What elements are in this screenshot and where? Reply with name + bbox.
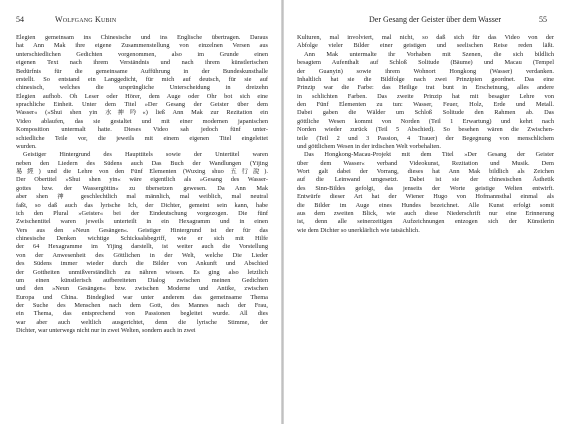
text-line: aus dem zweiten Blick, wie auch diese Niederschrift nur eine Erinnerung — [297, 209, 554, 217]
text-line: über dem Wasser« verband Videokunst, Rezitation und Musik. Dem — [297, 159, 554, 167]
page-body-text — [16, 34, 268, 336]
text-line: in schlichten Farben. Das zweite Prinzip hat mit besagter Lehre von — [297, 92, 554, 100]
text-line: und göttlichem Wesen in der irdischen Welt vorbehalten. — [297, 142, 441, 150]
text-line: Bedürfnis für die gemeinsame Aufführung in der Bundeskunsthalle — [16, 67, 268, 75]
text-line: Abfolge vieler Bilder einer geistigen und seelischen Reise reden läßt. — [297, 42, 554, 50]
text-line: Video ablaufen, das sie gestaltet und mit einer modernen japanischen — [16, 117, 268, 125]
text-line: Elegien aufhob. Oh Leser oder Hörer, dem Auge oder Ohr bot sich eine — [16, 92, 268, 100]
text-line: Der Obertitel »Shui shen yin« wäre eigentlich als »Gesang des Wasser- — [16, 176, 268, 184]
text-line: Inhaltlich hat sie die Bildfolge nach zwei Prinzipien geordnet. Das eine — [297, 75, 554, 83]
text-line: Zwischentitel waren jeweils unterteilt in ein Hexagramm und in einen — [16, 218, 268, 226]
page-body-text — [297, 34, 554, 235]
text-line: erstellt. So entstand ein Langgedicht, für mich auf deutsch, für sie auf — [16, 75, 268, 83]
text-line: ich den Plural »Geister« bei der Eindeutschung vorgezogen. Die fünf — [16, 209, 268, 217]
text-line: Elegien gemeinsam ins Chinesische und ins Englische übertragen. Daraus — [16, 34, 268, 41]
left-page — [0, 0, 281, 424]
text-line: und den »Neun Gesängen« bzw. zwischen Moderne und Antike, zwischen — [16, 285, 268, 293]
text-line: chinesisch, welches die ursprüngliche Unterscheidung in dreizehn — [16, 84, 268, 92]
text-line: Vers aus den »Neun Gesängen«. Geistiger Hintergrund ist der für das — [16, 226, 268, 234]
running-head: Wolfgang Kubin — [55, 15, 117, 24]
text-line: Wort galt dabei der Vorrang, dieses hat Ann Mak bildlich als Zeichen — [297, 168, 554, 175]
right-page — [284, 0, 565, 424]
text-line: Kulturen, mal involviert, mal nicht, so daß sich für das Video von der — [297, 34, 554, 41]
text-line: von der Anwesenheit des Göttlichen in der Welt, welche Die Lieder — [16, 251, 268, 259]
text-line: Geistiger Hintergrund des Haupttitels sowie der Untertitel waren — [23, 151, 268, 159]
text-line: war aber auch weltlich ausgerichtet, denn die lyrische Stimme, der — [16, 318, 268, 326]
text-line: des Sinn-Bildes gefolgt, das jenseits der Worte geistige Welten entwirft. — [297, 184, 554, 192]
text-line: faßt, so daß auch das lyrische Ich, der Dichter, gemeint sein kann, habe — [16, 201, 268, 209]
text-line: wie dem Dichter so unerklärlich wie tatsächlich. — [297, 226, 420, 234]
text-line: hat Ann Mak ihre eigene Zusammenstellung von einzelnen Versen aus — [16, 42, 268, 50]
text-line: Norden wieder zurück (Teil 5 Abschied). So besehen wären die Zwischen- — [297, 126, 554, 134]
text-line: den Fünf Elementen zu tun: Wasser, Feuer, Holz, Erde und Metall. — [297, 101, 554, 108]
text-line: Komposition untermalt hatte. Dieses Video sah jedoch fünf unter- — [16, 126, 268, 134]
text-line: Das Hongkong-Macau-Projekt mit dem Titel »Der Gesang der Geister — [304, 151, 554, 159]
text-line: aber shen 神 geschlechtlich mal männlich, mal weiblich, mal neutral — [16, 193, 268, 201]
text-line: besagtem Aufenthalt auf Schloß Solitude (Bäume) und Macau (Tempel — [297, 59, 554, 67]
text-line: neben den Liedern des Südens auch Das Buch der Wandlungen (Yijing — [16, 159, 268, 167]
text-line: Wasser« (»Shui shen yin 水神吟«) ließ Ann Mak zur Rezitation ein — [16, 109, 268, 117]
text-line: 易經) und die Lehre von den Fünf Elementen (Wuxing shuo 五行說). — [16, 168, 268, 175]
text-line: der Suche des Menschen nach dem Gott, des Mannes nach der Frau, — [16, 302, 268, 309]
page-number: 55 — [539, 15, 547, 24]
text-line: gottes bzw. der Wassergöttin« zu übersetzen gewesen. Da Ann Mak — [16, 184, 268, 192]
text-line: schiedliche Teile vor, die jeweils mit einem eigenen Titel eingeleitet — [16, 134, 268, 142]
text-line: Dichter, war unterwegs nicht nur in zwei Welten, sondern auch in zwei — [16, 327, 196, 335]
text-line: der Guanyin) sowie ihrem Wohnort Hongkong (Wasser) verdanken. — [297, 67, 554, 75]
text-line: unterschiedlichen Gedichten vorgenommen, also im Grunde einen — [16, 50, 268, 58]
page-number: 54 — [16, 15, 24, 24]
text-line: Entwürfe dieser Art hat der Wiener Hugo von Hofmannsthal einmal als — [297, 193, 554, 201]
text-line: auf die Leinwand umgesetzt. Dabei ist sie der chinesischen Ästhetik — [297, 176, 554, 184]
running-head: Der Gesang der Geister über dem Wasser — [369, 15, 502, 24]
text-line: ist, denn alle seinerzeitigen Aufzeichnungen entzogen sich der Künstlerin — [297, 218, 554, 226]
text-line: wurden. — [16, 142, 37, 150]
text-line: die Bilder im Auge eines Hundes bezeichnet. Alle Kunst erfolgt somit — [297, 201, 554, 209]
text-line: eigenen Text nach ihrem Verständnis und nach ihrem künstlerischen — [16, 59, 268, 67]
text-line: sprachliche Einheit. Unter dem Titel »Der Gesang der Geister über dem — [16, 101, 268, 108]
text-line: der 64 Hexagramme im Yijing darstellt, ist weiter auch die Vorstellung — [16, 243, 268, 251]
text-line: göttliche Wesen kommt von Norden (Teil 1 Erwartung) und kehrt nach — [297, 117, 554, 125]
text-line: Prinzip war die Farbe: das Heilige trat bunt in Erscheinung, alles andere — [297, 84, 554, 92]
text-line: ein Thema, das entsprechend von Passionen begleitet wurde. All dies — [16, 310, 268, 318]
text-line: der Gottheiten unmißverständlich zu nähren wissen. Es ging also letztlich — [16, 268, 268, 276]
text-line: chinesische Denken wichtige Schicksalsbegriff, wie er sich mit Hilfe — [16, 235, 268, 242]
text-line: Europa und China. Bindeglied war unter anderem das gemeinsame Thema — [16, 293, 268, 301]
text-line: Ann Mak untermalte ihr Vorhaben mit Szenen, die sich bildlich — [304, 50, 554, 58]
text-line: Dabei gaben die Wälder um Schloß Solitude den Rahmen ab. Das — [297, 109, 554, 117]
text-line: um einen künstlerisch aufbereiteten Dialog zwischen meinen Gedichten — [16, 276, 268, 284]
text-line: teile (Teil 2 und 3 Passion, 4 Trauer) der Begegnung von menschlichem — [297, 134, 554, 142]
text-line: des Südens immer wieder durch die Bilder von Ankunft und Abschied — [16, 260, 268, 268]
